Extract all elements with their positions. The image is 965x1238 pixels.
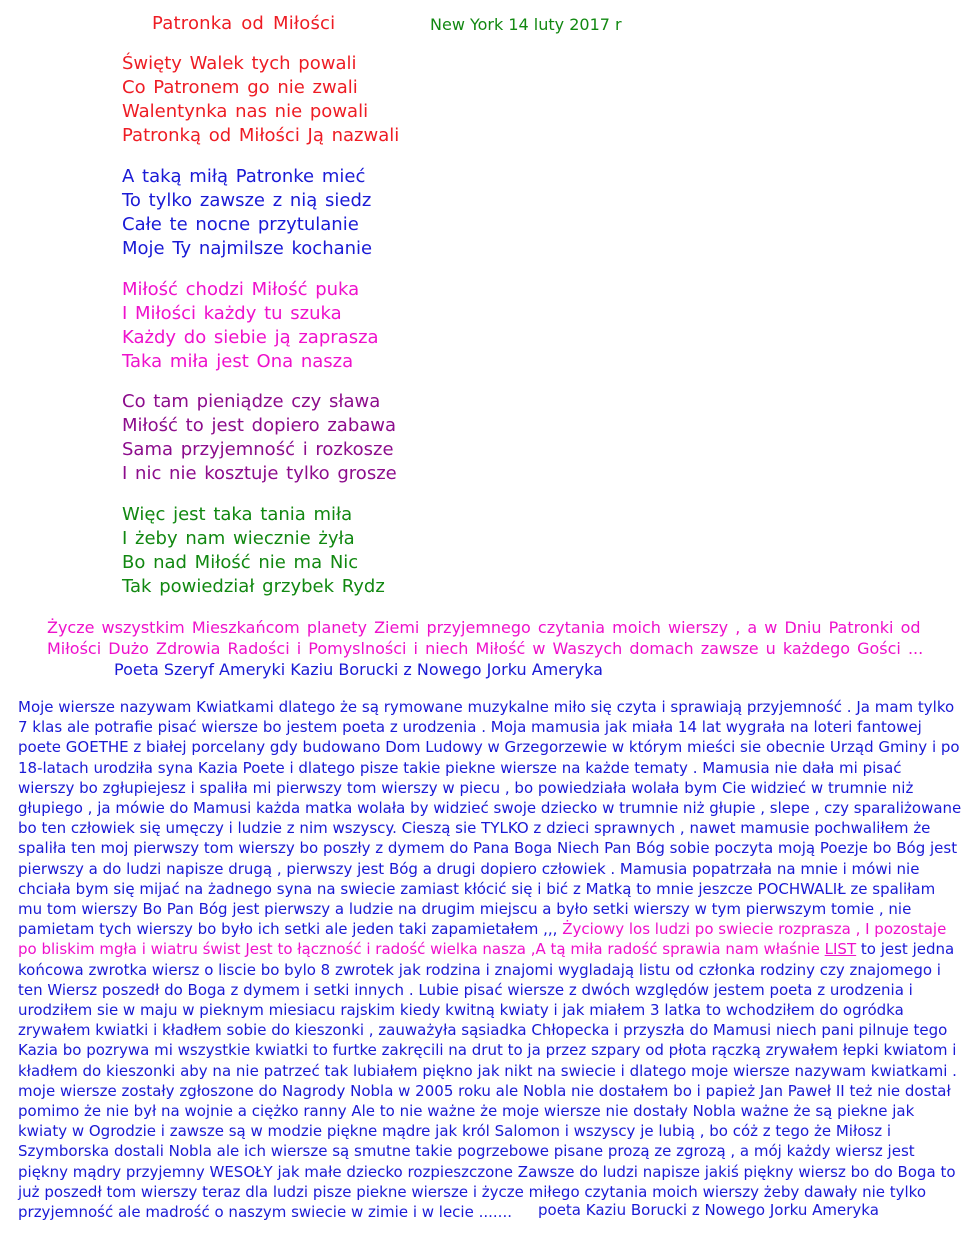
poem-line: Co Patronem go nie zwali — [122, 77, 358, 98]
poem-line: I żeby nam wiecznie żyła — [122, 528, 355, 549]
poem-line: I nic nie kosztuje tylko grosze — [122, 463, 397, 484]
poem-line: I Miłości każdy tu szuka — [122, 303, 342, 324]
poem-quote: Życiowy los ludzi po swiecie rozprasza , I pozostaje po bliskim mgła i wiatru świst Jest to łączność i radość wielka nasza ,A tą miła radość sprawia nam właśnie — [18, 920, 947, 959]
poem-line: Tak powiedział grzybek Rydz — [122, 576, 385, 597]
list-link[interactable]: LIST — [824, 940, 857, 959]
poem-line: Więc jest taka tania miła — [122, 504, 353, 525]
poem-line: Święty Walek tych powali — [122, 53, 357, 74]
stanza-2 — [122, 165, 442, 261]
poem-line: Całe te nocne przytulanie — [122, 214, 359, 235]
poem-line: Patronką od Miłości Ją nazwali — [122, 125, 400, 146]
stanza-4 — [122, 390, 442, 486]
poem-line: Moje Ty najmilsze kochanie — [122, 238, 373, 259]
poem-line: Miłość chodzi Miłość puka — [122, 279, 360, 300]
wishes-paragraph — [47, 617, 947, 659]
closing-signature: poeta Kaziu Borucki z Nowego Jorku Ameryka — [538, 1201, 879, 1219]
poem-line: To tylko zawsze z nią siedz — [122, 190, 372, 211]
poem-line: Bo nad Miłość nie ma Nic — [122, 552, 359, 573]
poem-line: Co tam pieniądze czy sława — [122, 391, 381, 412]
dateline: New York 14 luty 2017 r — [430, 15, 622, 34]
stanza-5 — [122, 503, 442, 599]
poem-line: Każdy do siebie ją zaprasza — [122, 327, 379, 348]
poem-line: Miłość to jest dopiero zabawa — [122, 415, 397, 436]
poem-line: Sama przyjemność i rozkosze — [122, 439, 394, 460]
author-signature: Poeta Szeryf Ameryki Kaziu Borucki z Nowego Jorku Ameryka — [114, 660, 603, 679]
biography-paragraph — [18, 697, 962, 1222]
stanza-3 — [122, 278, 442, 374]
poem-line: Walentynka nas nie powali — [122, 101, 369, 122]
poem-title: Patronka od Miłości — [152, 13, 336, 34]
prose-text: Moje wiersze nazywam Kwiatkami dlatego że są rymowane muzykalne miło się czyta i sprawiają przyjemność . Ja mam tylko 7 klas ale potrafie pisać wiersze bo jestem poeta z urodzenia . Moja mamusia jak miała 14 lat wygrała na loteri fantowej poete GOETHE z białej porcelany gdy budowano Dom Ludowy w Grzegorzewie w którym mieści sie obecnie Urząd Gminy i po 18-latach urodziła syna Kazia Poete i dlatego pisze takie piekne wiersze na każde tematy . Mamusia nie dała mi pisać wierszy bo zgłupiejesz i spaliła mi pierwszy tom wierszy w piecu , bo powiedziała wolała bym Cie widzieć w trumnie niż głupiego , ja mówie do Mamusi każda matka wolała by widzieć swoje dziecko w trumnie niż głupie , slepe , czy sparaliżowane bo ten człowiek się umęczy i ludzie z nim wszyscy. Cieszą sie TYLKO z dzieci sprawnych , nawet mamusie pochwaliłem że spaliła ten moj pierwszy tom wierszy bo poszły z dymem do Pana Boga Niech Pan Bóg sobie poczyta moją Poezje bo Bóg jest pierwszy a do ludzi napisze drugą , pierwszy jest Bóg a drugi dopiero człowiek . Mamusia popatrzała na mnie i mówi nie chciała bym się mijać na żadnego syna na swiecie zamiast kłócić się i bić z Matką to mnie jeszcze POCHWALIŁ ze spaliłam mu tom wierszy Bo Pan Bóg jest pierwszy a ludzie na drugim miejscu a było setki wierszy w tym pierwszym tomie , nie pamietam tych wierszy bo było ich setki ale jeden taki zapamietałem ,,, — [18, 698, 962, 939]
poem-line: Taka miła jest Ona nasza — [122, 351, 354, 372]
stanza-1 — [122, 52, 442, 148]
poem-line: A taką miłą Patronke mieć — [122, 166, 366, 187]
wishes-line: Miłości Dużo Zdrowia Radości i Pomyslności i niech Miłość w Waszych domach zawsze u każdego Gości ... — [47, 639, 924, 658]
wishes-line: Życze wszystkim Mieszkańcom planety Ziemi przyjemnego czytania moich wierszy , a w Dniu Patronki od — [47, 618, 921, 637]
prose-text: to jest jedna końcowa zwrotka wiersz o liscie bo bylo 8 zwrotek jak rodzina i znajomi wygladają listu od członka rodziny czy znajomego i ten Wiersz poszedł do Boga z dymem i setki innych . Lubie pisać wiersze z dwóch względów jestem poeta z urodzenia i urodziłem sie w maju w pieknym miesiacu rajskim kiedy kwitną kwiaty i jak miałem 3 latka to wchodziłem do ogródka zrywałem kwiatki i kładłem sobie do kieszonki , zauważyła sąsiadka Chłopecka i przyszła do Mamusi niech pani pilnuje tego Kazia bo pozrywa mi wszystkie kwiatki to furtke zakręcili na drut to ja przez szpary od płota rączką zrywałem łepki kwiatom i kładłem do kieszonki aby na nie patrzeć tak lubiałem piękno jak nikt na swiecie i dlatego moje wiersze nazywam kwiatkami . moje wiersze zostały zgłoszone do Nagrody Nobla w 2005 roku ale Nobla nie dostałem bo i papież Jan Paweł II też nie dostał pomimo że nie był na wojnie a ciężko ranny Ale to nie ważne że moje wiersze nie dostały Nobla ważne że są piekne jak kwiaty w Ogrodzie i zawsze są w modzie piękne mądre jak król Salomon i wszyscy je lubią , bo cóż z tego że Miłosz i Szymborska dostali Nobla ale ich wiersze są smutne takie pogrzebowe pisane prozą ze zgrozą , a mój każdy wiersz jest piękny mądry przyjemny WESOŁY jak małe dziecko rozpieszczone Zawsze do ludzi napisze jakiś piękny wiersz bo do Boga to już poszedł tom wierszy teraz dla ludzi pisze piekne wiersze i życze miłego czytania moich wierszy żeby dawały nie tylko przyjemność ale madrość o naszym swiecie w zimie i w lecie ....... — [18, 940, 957, 1222]
